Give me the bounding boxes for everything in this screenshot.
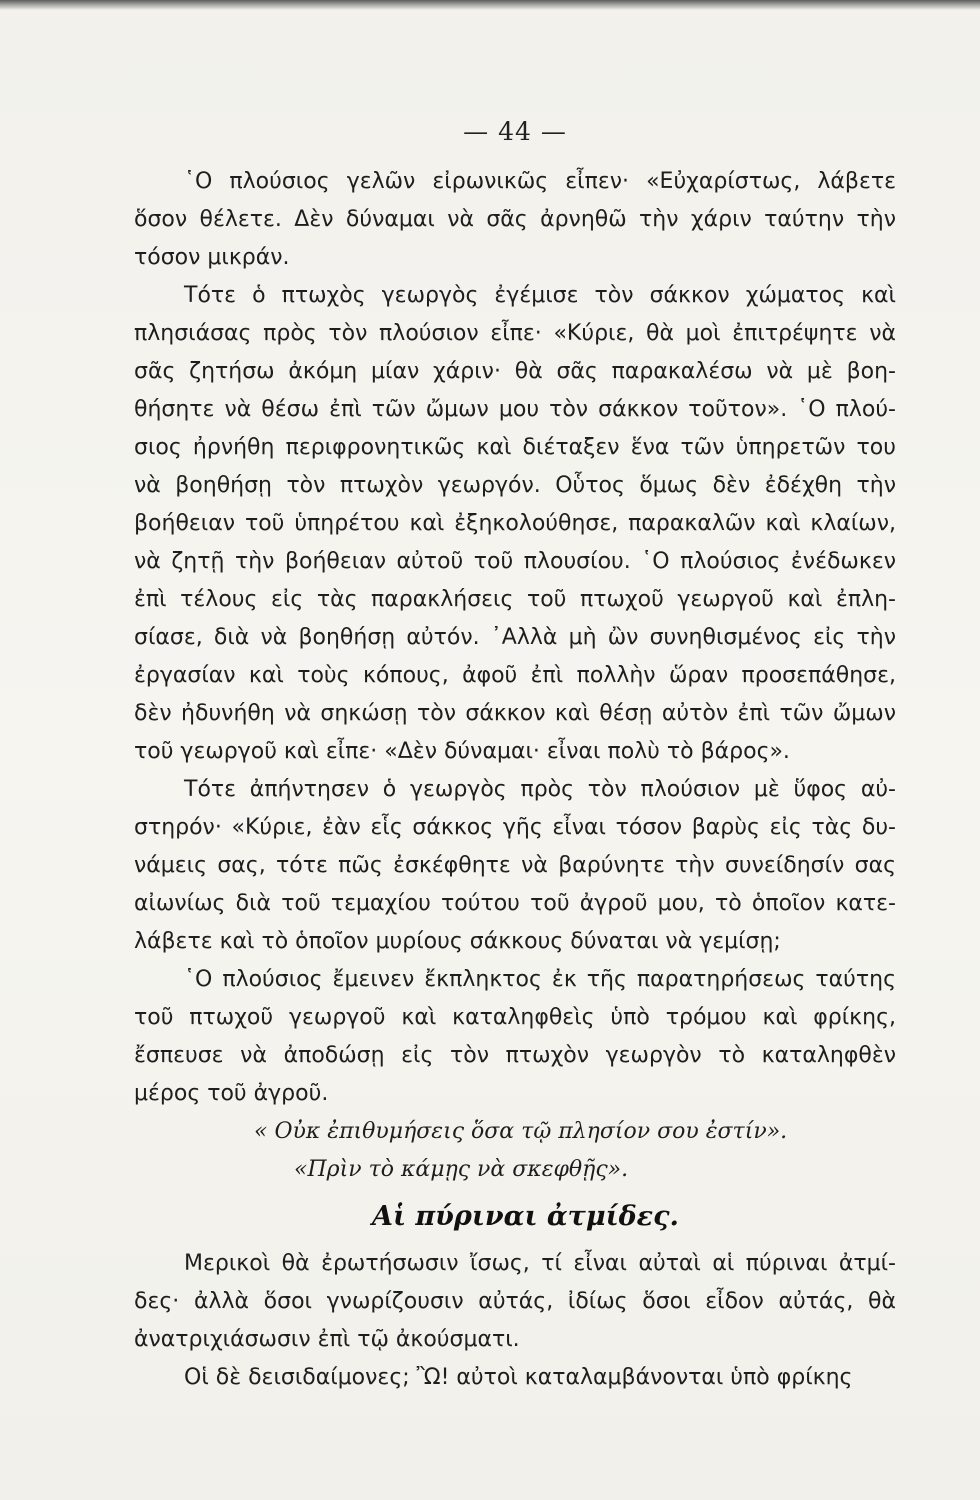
text-line: αἰωνίως διὰ τοῦ τεμαχίου τούτου τοῦ ἀγροῦ μου, τὸ ὁποῖον κατε- — [134, 891, 896, 916]
text-line: λάβετε καὶ τὸ ὁποῖον μυρίους σάκκους δύναται νὰ γεμίσῃ; — [134, 929, 781, 954]
page-number: — 44 — — [463, 117, 567, 146]
text-line: ὅσον θέλετε. Δὲν δύναμαι νὰ σᾶς ἀρνηθῶ τὴν χάριν ταύτην τὴν — [134, 207, 896, 232]
text-line: νάμεις σας, τότε πῶς ἐσκέφθητε νὰ βαρύνητε τὴν συνείδησίν σας — [134, 853, 896, 878]
text-line: ἔσπευσε νὰ ἀποδώσῃ εἰς τὸν πτωχὸν γεωργὸν τὸ καταληφθὲν — [134, 1043, 896, 1068]
text-line: δὲν ἠδυνήθη νὰ σηκώσῃ τὸν σάκκον καὶ θέσῃ αὐτὸν ἐπὶ τῶν ὤμων — [134, 701, 896, 726]
text-line: σιος ἠρνήθη περιφρονητικῶς καὶ διέταξεν ἕνα τῶν ὑπηρετῶν του — [134, 435, 896, 460]
text-line: Οἱ δὲ δεισιδαίμονες; Ὢ! αὐτοὶ καταλαμβάνονται ὑπὸ φρίκης — [184, 1365, 853, 1390]
text-line: σᾶς ζητήσω ἀκόμη μίαν χάριν· θὰ σᾶς παρακαλέσω νὰ μὲ βοη- — [134, 359, 896, 384]
text-line: τοῦ πτωχοῦ γεωργοῦ καὶ καταληφθεὶς ὑπὸ τρόμου καὶ φρίκης, — [134, 1005, 896, 1030]
text-line: Μερικοὶ θὰ ἐρωτήσωσιν ἴσως, τί εἶναι αὐταὶ αἱ πύριναι ἀτμί- — [184, 1251, 896, 1276]
text-line: Τότε ὁ πτωχὸς γεωργὸς ἐγέμισε τὸν σάκκον χώματος καὶ — [184, 283, 896, 308]
text-line: τόσον μικράν. — [134, 245, 290, 270]
text-line: ἐργασίαν καὶ τοὺς κόπους, ἀφοῦ ἐπὶ πολλὴν ὥραν προσεπάθησε, — [134, 663, 896, 688]
quote-line: « Οὐκ ἐπιθυμήσεις ὅσα τῷ πλησίον σου ἐστίν». — [254, 1119, 788, 1144]
body-text — [134, 163, 896, 1397]
text-line: δες· ἀλλὰ ὅσοι γνωρίζουσιν αὐτάς, ἰδίως ὅσοι εἶδον αὐτάς, θὰ — [134, 1289, 896, 1314]
text-line: θήσητε νὰ θέσω ἐπὶ τῶν ὤμων μου τὸν σάκκον τοῦτον». ῾Ο πλού- — [134, 397, 896, 422]
text-line: στηρόν· «Κύριε, ἐὰν εἷς σάκκος γῆς εἶναι τόσον βαρὺς εἰς τὰς δυ- — [134, 815, 896, 840]
section-heading: Αἱ πύριναι ἀτμίδες. — [372, 1201, 679, 1232]
text-line: βοήθειαν τοῦ ὑπηρέτου καὶ ἐξηκολούθησε, παρακαλῶν καὶ κλαίων, — [134, 511, 896, 536]
text-line: τοῦ γεωργοῦ καὶ εἶπε· «Δὲν δύναμαι· εἶναι πολὺ τὸ βάρος». — [134, 739, 790, 764]
text-line: σίασε, διὰ νὰ βοηθήσῃ αὐτόν. ᾿Αλλὰ μὴ ὢν συνηθισμένος εἰς τὴν — [134, 625, 896, 650]
text-line: ἐπὶ τέλους εἰς τὰς παρακλήσεις τοῦ πτωχοῦ γεωργοῦ καὶ ἐπλη- — [134, 587, 896, 612]
scan-edge-shadow — [0, 0, 980, 10]
text-line: ῾Ο πλούσιος γελῶν εἰρωνικῶς εἶπεν· «Εὐχαρίστως, λάβετε — [184, 169, 896, 194]
text-line: μέρος τοῦ ἀγροῦ. — [134, 1081, 329, 1106]
text-line: ἀνατριχιάσωσιν ἐπὶ τῷ ἀκούσματι. — [134, 1327, 520, 1352]
quote-line: «Πρὶν τὸ κάμῃς νὰ σκεφθῇς». — [294, 1157, 629, 1182]
text-line: νὰ ζητῇ τὴν βοήθειαν αὐτοῦ τοῦ πλουσίου. ῾Ο πλούσιος ἐνέδωκεν — [134, 549, 896, 574]
text-line: νὰ βοηθήσῃ τὸν πτωχὸν γεωργόν. Οὗτος ὅμως δὲν ἐδέχθη τὴν — [134, 473, 896, 498]
text-line: Τότε ἀπήντησεν ὁ γεωργὸς πρὸς τὸν πλούσιον μὲ ὕφος αὐ- — [184, 777, 896, 802]
text-line: ῾Ο πλούσιος ἔμεινεν ἔκπληκτος ἐκ τῆς παρατηρήσεως ταύτης — [184, 967, 896, 992]
text-line: πλησιάσας πρὸς τὸν πλούσιον εἶπε· «Κύριε, θὰ μοὶ ἐπιτρέψητε νὰ — [134, 321, 896, 346]
